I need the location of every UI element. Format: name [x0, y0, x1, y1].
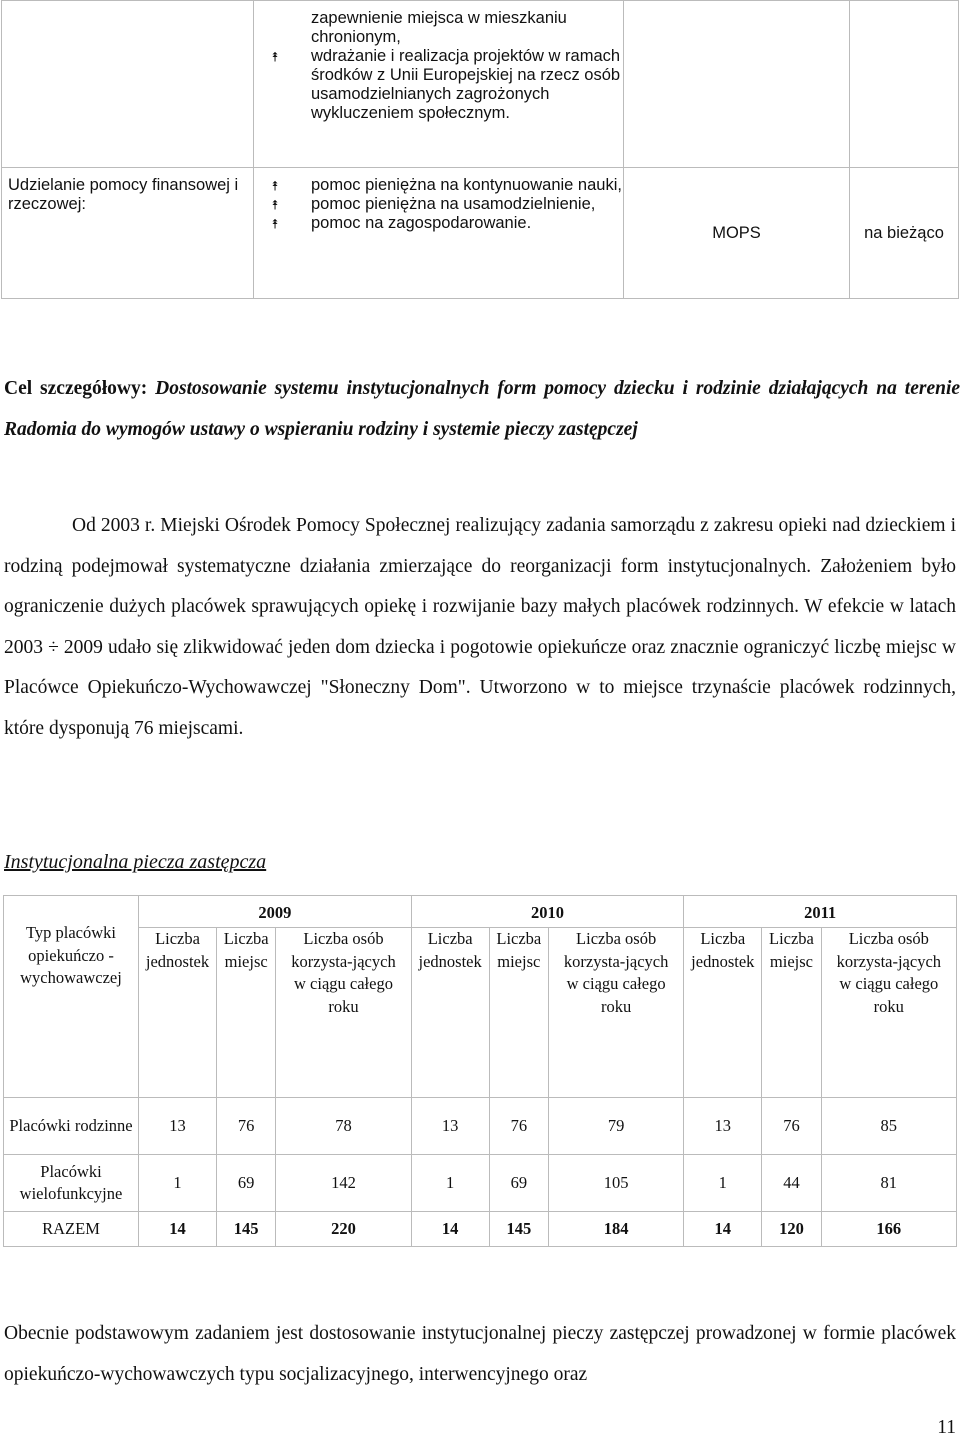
section-title-text: Dostosowanie systemu instytucjonalnych form pomocy dziecku i rodzinie działających na terenie Radomia do wymogów ustawy o wspieraniu rodziny i systemie pieczy zastępczej: [4, 378, 960, 440]
table-cell: 1: [684, 1155, 762, 1212]
table-cell: 79: [548, 1098, 683, 1155]
table-cell: 13: [411, 1098, 489, 1155]
table-subheader-row: [4, 928, 957, 1098]
section-title: [4, 368, 960, 450]
table-cell: 85: [821, 1098, 956, 1155]
table-col-header: Liczba osób korzysta-jących w ciągu całego roku: [548, 928, 683, 1098]
table-col-header: Liczba miejsc: [489, 928, 548, 1098]
table-cell: 44: [762, 1155, 821, 1212]
table-cell: 105: [548, 1155, 683, 1212]
table-col-header: Liczba miejsc: [217, 928, 276, 1098]
top-table-cell-items: [254, 1, 624, 168]
table-cell: 145: [489, 1212, 548, 1247]
table-year-header: 2010: [411, 896, 684, 928]
table-cell: 78: [276, 1098, 411, 1155]
table-col-header: Liczba miejsc: [762, 928, 821, 1098]
bullet-icon: ⯭: [271, 216, 279, 231]
top-table-cell-unit: MOPS: [624, 168, 850, 299]
table-cell: 142: [276, 1155, 411, 1212]
list-item: ⯭ pomoc na zagospodarowanie.: [271, 214, 532, 232]
closing-paragraph: Obecnie podstawowym zadaniem jest dostosowanie instytucjonalnej pieczy zastępczej prowadzonej w formie placówek opiekuńczo-wychowawczych typu socjalizacyjnego, interwencyjnego oraz: [4, 1323, 956, 1385]
table-row-label: Placówki wielofunkcyjne: [4, 1155, 139, 1212]
bullet-icon: ⯭: [271, 197, 279, 212]
table-cell: 1: [139, 1155, 217, 1212]
table-cell: 145: [217, 1212, 276, 1247]
table-cell: 81: [821, 1155, 956, 1212]
page-number: 11: [937, 1417, 956, 1438]
table-cell: 166: [821, 1212, 956, 1247]
top-table-cell-empty: [624, 1, 850, 168]
table-col-header: Liczba jednostek: [411, 928, 489, 1098]
data-table: [3, 895, 957, 1247]
list-item: ⯭ pomoc pieniężna na kontynuowanie nauki,: [271, 176, 622, 194]
section-title-lead: Cel szczegółowy:: [4, 378, 148, 399]
table-col-header: Liczba osób korzysta-jących w ciągu całego roku: [821, 928, 956, 1098]
table-col-header: Liczba jednostek: [684, 928, 762, 1098]
table-cell: 120: [762, 1212, 821, 1247]
top-table: [1, 0, 959, 299]
top-table-cell-label: Udzielanie pomocy finansowej i rzeczowej:: [2, 168, 254, 299]
table-total-row: [4, 1212, 957, 1247]
table-cell: 69: [489, 1155, 548, 1212]
table-cell: 76: [217, 1098, 276, 1155]
top-table-cell-empty: [2, 1, 254, 168]
body-paragraph: Od 2003 r. Miejski Ośrodek Pomocy Społecznej realizujący zadania samorządu z zakresu opieki nad dzieckiem i rodziną podejmował systematyczne działania zmierzające do reorganizacji form instytucjonalnych. Założeniem było ograniczenie dużych placówek sprawujących opiekę i rozwijanie bazy małych placówek rodzinnych. W efekcie w latach 2003 ÷ 2009 udało się zlikwidować jeden dom dziecka i pogotowie opiekuńcze oraz znacznie ograniczyć liczbę miejsc w Placówce Opiekuńczo-Wychowawczej "Słoneczny Dom". Utworzono w to miejsce trzynaście placówek rodzinnych, które dysponują 76 miejscami.: [4, 515, 956, 739]
table-cell: 13: [684, 1098, 762, 1155]
table-row: [4, 1098, 957, 1155]
table-cell: 76: [489, 1098, 548, 1155]
list-item: ⯭ wdrażanie i realizacja projektów w ramach środków z Unii Europejskiej na rzecz osób usamodzielnianych zagrożonych wykluczeniem społecznym.: [271, 47, 621, 122]
list-item: ⯭ pomoc pieniężna na usamodzielnienie,: [271, 195, 596, 213]
table-row: [4, 1155, 957, 1212]
sub-heading: Instytucjonalna piecza zastępcza: [4, 851, 267, 873]
table-row-label: RAZEM: [4, 1212, 139, 1247]
top-table-cell-items: [254, 168, 624, 299]
table-cell: 220: [276, 1212, 411, 1247]
table-cell: 76: [762, 1098, 821, 1155]
list-item: zapewnienie miejsca w mieszkaniu chronionym,: [311, 9, 567, 46]
bullet-icon: ⯭: [271, 49, 279, 64]
table-year-header: 2011: [684, 896, 957, 928]
table-header-row: [4, 896, 957, 928]
table-row-label: Placówki rodzinne: [4, 1098, 139, 1155]
table-col-header: Liczba osób korzysta-jących w ciągu całego roku: [276, 928, 411, 1098]
table-corner-header: Typ placówki opiekuńczo - wychowawczej: [4, 896, 139, 1098]
top-table-cell-empty: [850, 1, 959, 168]
table-cell: 1: [411, 1155, 489, 1212]
top-table-row: [2, 1, 959, 168]
table-cell: 14: [684, 1212, 762, 1247]
table-cell: 14: [411, 1212, 489, 1247]
table-cell: 184: [548, 1212, 683, 1247]
table-cell: 69: [217, 1155, 276, 1212]
table-year-header: 2009: [139, 896, 412, 928]
top-table-cell-term: na bieżąco: [850, 168, 959, 299]
table-cell: 13: [139, 1098, 217, 1155]
table-cell: 14: [139, 1212, 217, 1247]
top-table-row: [2, 168, 959, 299]
table-col-header: Liczba jednostek: [139, 928, 217, 1098]
bullet-icon: ⯭: [271, 178, 279, 193]
